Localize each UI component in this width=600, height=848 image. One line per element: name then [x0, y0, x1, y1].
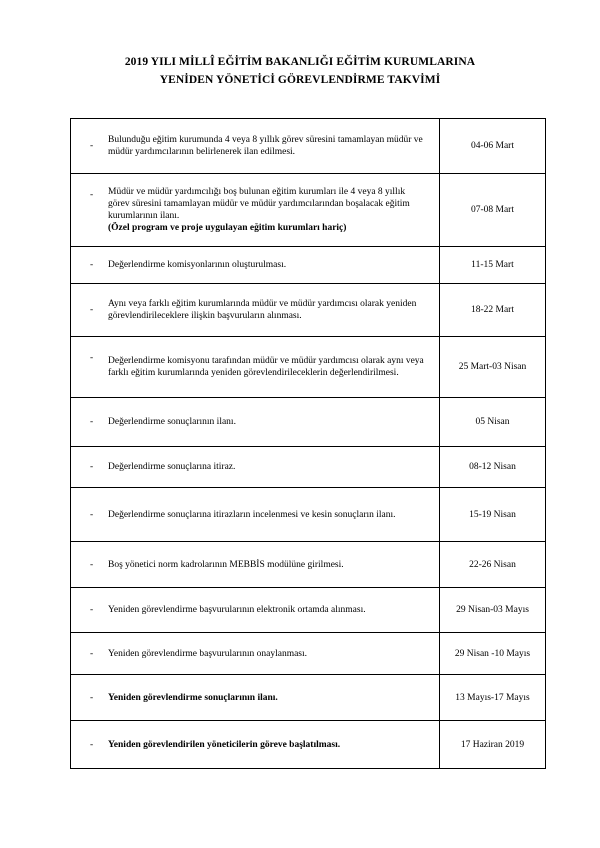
- activity-cell: [71, 633, 440, 675]
- table-row: [71, 398, 546, 447]
- bullet-dash: -: [90, 739, 94, 750]
- bullet-dash: -: [90, 692, 94, 703]
- date-cell: 13 Mayıs-17 Mayıs: [440, 675, 546, 721]
- activity-text: Müdür ve müdür yardımcılığı boş bulunan eğitim kurumları ile 4 veya 8 yıllık görev süresini tamamlayan müdür ve müdür yardımcılarından boşalacak eğitim kurumlarının ilanı.: [108, 187, 410, 221]
- bullet-dash: -: [90, 190, 94, 200]
- bullet-dash: -: [90, 305, 94, 315]
- activity-cell: [71, 721, 440, 769]
- activity-cell: [71, 588, 440, 633]
- activity-cell: [71, 174, 440, 247]
- date-cell: 08-12 Nisan: [440, 447, 546, 488]
- date-cell: 29 Nisan-03 Mayıs: [440, 588, 546, 633]
- activity-cell: [71, 284, 440, 337]
- activity-cell: [71, 119, 440, 174]
- activity-text: Değerlendirme sonuçlarının ilanı.: [108, 417, 236, 427]
- date-cell: 07-08 Mart: [440, 174, 546, 247]
- activity-text: Değerlendirme komisyonu tarafından müdür ve müdür yardımcısı olarak aynı veya farklı eğitim kurumlarında yeniden görevlendirileceklerin değerlendirilmesi.: [108, 356, 424, 378]
- activity-text: Yeniden görevlendirilen yöneticilerin göreve başlatılması.: [108, 739, 341, 750]
- activity-text: Değerlendirme sonuçlarına itiraz.: [108, 462, 236, 472]
- table-row: [71, 119, 546, 174]
- title-line-1: 2019 YILI MİLLÎ EĞİTİM BAKANLIĞI EĞİTİM KURUMLARINA: [124, 56, 476, 68]
- date-cell: 15-19 Nisan: [440, 488, 546, 542]
- date-cell: 22-26 Nisan: [440, 542, 546, 588]
- activity-text: Yeniden görevlendirme başvurularının elektronik ortamda alınması.: [108, 605, 366, 615]
- date-cell: 17 Haziran 2019: [440, 721, 546, 769]
- date-cell: 18-22 Mart: [440, 284, 546, 337]
- activity-note: (Özel program ve proje uygulayan eğitim kurumları hariç): [108, 223, 347, 233]
- date-cell: 11-15 Mart: [440, 247, 546, 284]
- schedule-table: [70, 118, 546, 769]
- table-row: [71, 721, 546, 769]
- bullet-dash: -: [90, 509, 94, 520]
- document-title: [0, 53, 600, 89]
- table-row: [71, 588, 546, 633]
- table-row: [71, 675, 546, 721]
- date-cell: 29 Nisan -10 Mayıs: [440, 633, 546, 675]
- bullet-dash: -: [90, 141, 94, 151]
- table-row: [71, 174, 546, 247]
- bullet-dash: -: [90, 648, 94, 659]
- activity-cell: [71, 247, 440, 284]
- bullet-dash: -: [90, 353, 94, 363]
- activity-cell: [71, 675, 440, 721]
- bullet-dash: -: [90, 605, 94, 615]
- date-cell: 05 Nisan: [440, 398, 546, 447]
- activity-text: Bulunduğu eğitim kurumunda 4 veya 8 yıllık görev süresini tamamlayan müdür ve müdür yardımcılarının belirlenerek ilan edilmesi.: [108, 135, 423, 157]
- bullet-dash: -: [90, 559, 94, 570]
- table-row: [71, 633, 546, 675]
- table-row: [71, 447, 546, 488]
- bullet-dash: -: [90, 260, 94, 270]
- table-row: [71, 284, 546, 337]
- bullet-dash: -: [90, 417, 94, 427]
- activity-text: Değerlendirme komisyonlarının oluşturulması.: [108, 260, 287, 270]
- activity-text: Aynı veya farklı eğitim kurumlarında müdür ve müdür yardımcısı olarak yeniden görevlendirileceklere ilişkin başvuruların alınması.: [108, 299, 417, 321]
- activity-cell: [71, 488, 440, 542]
- activity-text: Yeniden görevlendirme sonuçlarının ilanı.: [108, 692, 278, 703]
- activity-text: Boş yönetici norm kadrolarının MEBBİS modülüne girilmesi.: [108, 559, 344, 570]
- activity-cell: [71, 398, 440, 447]
- title-line-2: YENİDEN YÖNETİCİ GÖREVLENDİRME TAKVİMİ: [159, 74, 441, 86]
- table-row: [71, 247, 546, 284]
- table-row: [71, 542, 546, 588]
- bullet-dash: -: [90, 462, 94, 472]
- table-row: [71, 337, 546, 398]
- activity-cell: [71, 337, 440, 398]
- date-cell: 04-06 Mart: [440, 119, 546, 174]
- activity-cell: [71, 447, 440, 488]
- activity-cell: [71, 542, 440, 588]
- date-cell: 25 Mart-03 Nisan: [440, 337, 546, 398]
- activity-text: Değerlendirme sonuçlarına itirazların incelenmesi ve kesin sonuçların ilanı.: [108, 509, 396, 520]
- table-row: [71, 488, 546, 542]
- activity-text: Yeniden görevlendirme başvurularının onaylanması.: [108, 648, 308, 659]
